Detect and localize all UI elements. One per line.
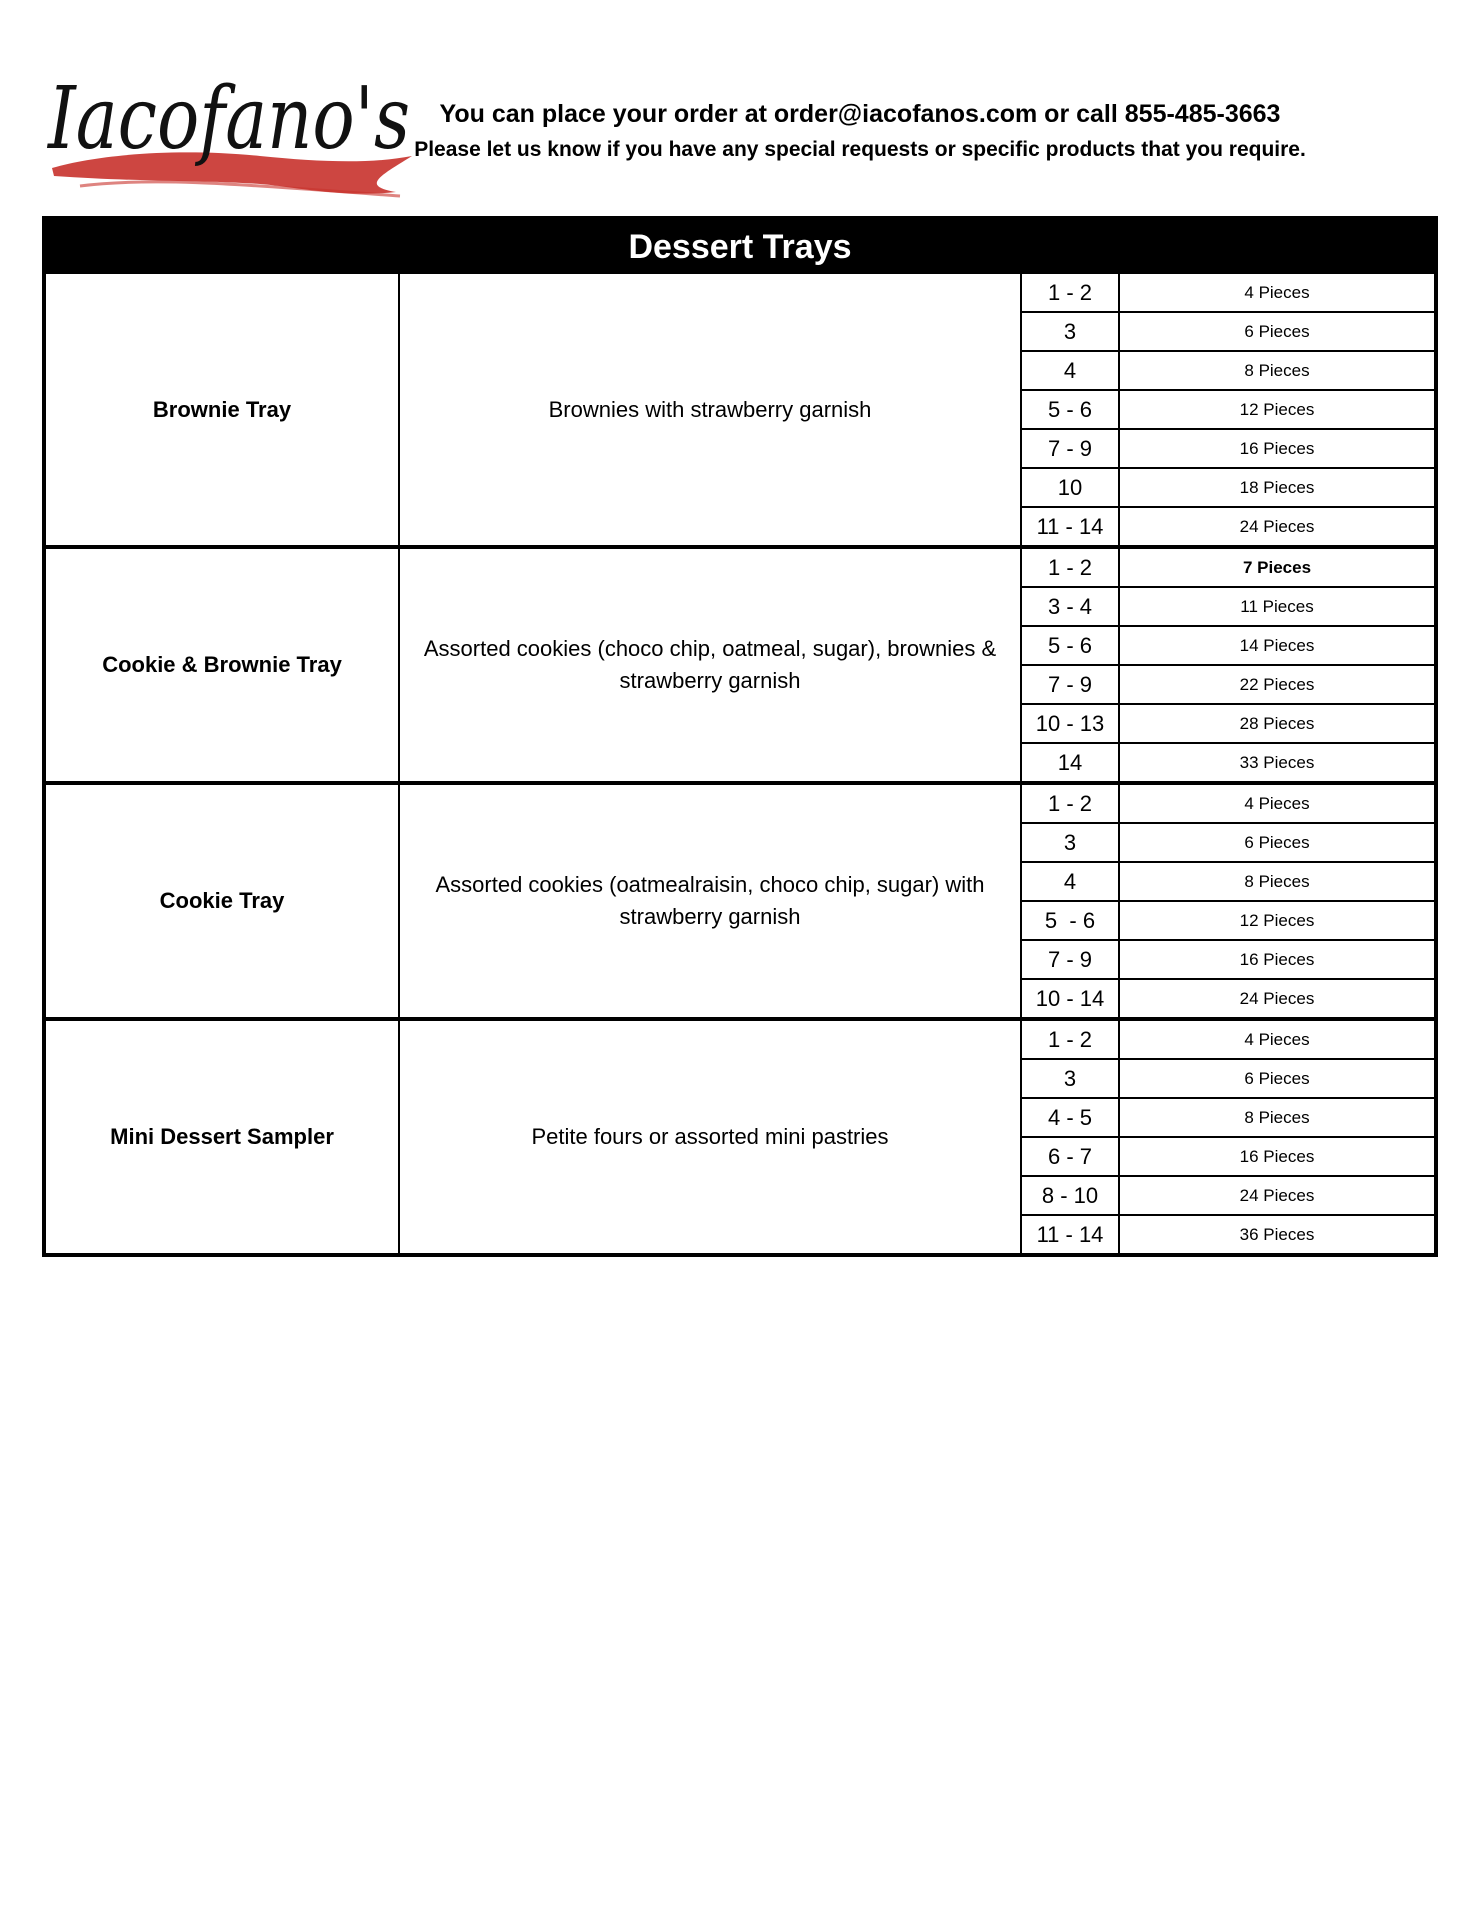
table-row — [1022, 742, 1434, 781]
table-row — [1022, 1175, 1434, 1214]
guest-count: 4 - 5 — [1022, 1099, 1120, 1136]
table-row — [1022, 1058, 1434, 1097]
contact-header — [410, 96, 1310, 168]
piece-count: 8 Pieces — [1244, 871, 1310, 891]
guest-count: 8 - 10 — [1022, 1177, 1120, 1214]
table-row — [1022, 506, 1434, 545]
piece-count: 16 Pieces — [1239, 949, 1315, 969]
guest-count: 7 - 9 — [1022, 430, 1120, 467]
guest-count: 3 — [1022, 313, 1120, 350]
guest-count: 10 — [1022, 469, 1120, 506]
piece-count: 18 Pieces — [1239, 477, 1315, 497]
size-options — [1022, 785, 1434, 1017]
guest-count: 5 - 6 — [1022, 627, 1120, 664]
piece-count: 4 Pieces — [1244, 282, 1310, 302]
table-row — [1022, 311, 1434, 350]
item-description — [400, 274, 1022, 545]
piece-count: 16 Pieces — [1239, 438, 1315, 458]
table-row — [1022, 900, 1434, 939]
item-name: Cookie Tray — [46, 785, 400, 1017]
table-row — [1022, 428, 1434, 467]
piece-count: 16 Pieces — [1239, 1146, 1315, 1166]
order-contact-line: You can place your order at order@iacofanos.com or call 855-485-3663 — [439, 100, 1281, 128]
guest-count: 4 — [1022, 863, 1120, 900]
piece-count: 24 Pieces — [1239, 988, 1315, 1008]
item-description — [400, 549, 1022, 781]
table-row — [1022, 939, 1434, 978]
piece-count: 24 Pieces — [1239, 1185, 1315, 1205]
size-options — [1022, 274, 1434, 545]
piece-count: 6 Pieces — [1244, 1068, 1310, 1088]
piece-count: 12 Pieces — [1239, 399, 1315, 419]
menu-section — [46, 545, 1434, 781]
size-options — [1022, 549, 1434, 781]
piece-count: 24 Pieces — [1239, 516, 1315, 536]
guest-count: 10 - 14 — [1022, 980, 1120, 1017]
guest-count: 11 - 14 — [1022, 508, 1120, 545]
size-options — [1022, 1021, 1434, 1253]
table-row — [1022, 978, 1434, 1017]
piece-count: 7 Pieces — [1242, 557, 1312, 577]
item-description — [400, 785, 1022, 1017]
piece-count: 36 Pieces — [1239, 1224, 1315, 1244]
special-requests-line: Please let us know if you have any special requests or specific products that you require. — [414, 138, 1306, 161]
piece-count: 4 Pieces — [1244, 793, 1310, 813]
piece-count: 28 Pieces — [1239, 713, 1315, 733]
table-row — [1022, 785, 1434, 822]
piece-count: 22 Pieces — [1239, 674, 1315, 694]
dessert-trays-table — [42, 216, 1438, 1257]
item-description-text: Brownies with strawberry garnish — [548, 396, 872, 422]
table-row — [1022, 625, 1434, 664]
table-row — [1022, 1021, 1434, 1058]
guest-count: 4 — [1022, 352, 1120, 389]
brand-logo — [40, 36, 420, 208]
guest-count: 14 — [1022, 744, 1120, 781]
guest-count: 3 — [1022, 824, 1120, 861]
table-row — [1022, 664, 1434, 703]
table-row — [1022, 389, 1434, 428]
guest-count: 11 - 14 — [1022, 1216, 1120, 1253]
svg-text:Iacofano's: Iacofano's — [46, 69, 411, 169]
item-description — [400, 1021, 1022, 1253]
guest-count: 3 - 4 — [1022, 588, 1120, 625]
menu-section — [46, 1017, 1434, 1253]
table-row — [1022, 1136, 1434, 1175]
table-row — [1022, 586, 1434, 625]
table-row — [1022, 549, 1434, 586]
piece-count: 8 Pieces — [1244, 1107, 1310, 1127]
table-row — [1022, 1214, 1434, 1253]
table-row — [1022, 274, 1434, 311]
table-title: Dessert Trays — [46, 220, 1434, 274]
table-row — [1022, 861, 1434, 900]
item-description-text: Assorted cookies (oatmealraisin, choco chip, sugar) with strawberry garnish — [435, 872, 985, 929]
guest-count: 1 - 2 — [1022, 785, 1120, 822]
item-description-text: Assorted cookies (choco chip, oatmeal, sugar), brownies & strawberry garnish — [423, 636, 997, 693]
item-description-text: Petite fours or assorted mini pastries — [531, 1124, 889, 1149]
piece-count: 33 Pieces — [1239, 752, 1315, 772]
guest-count: 3 — [1022, 1060, 1120, 1097]
piece-count: 11 Pieces — [1240, 596, 1314, 616]
guest-count: 5 - 6 — [1022, 902, 1120, 939]
piece-count: 14 Pieces — [1239, 635, 1315, 655]
guest-count: 1 - 2 — [1022, 1021, 1120, 1058]
piece-count: 6 Pieces — [1244, 321, 1310, 341]
table-row — [1022, 350, 1434, 389]
guest-count: 7 - 9 — [1022, 666, 1120, 703]
table-row — [1022, 1097, 1434, 1136]
item-name: Cookie & Brownie Tray — [46, 549, 400, 781]
table-row — [1022, 703, 1434, 742]
piece-count: 12 Pieces — [1239, 910, 1315, 930]
menu-section — [46, 274, 1434, 545]
piece-count: 4 Pieces — [1244, 1029, 1310, 1049]
piece-count: 8 Pieces — [1244, 360, 1310, 380]
piece-count: 6 Pieces — [1244, 832, 1310, 852]
table-row — [1022, 467, 1434, 506]
guest-count: 1 - 2 — [1022, 549, 1120, 586]
guest-count: 1 - 2 — [1022, 274, 1120, 311]
table-row — [1022, 822, 1434, 861]
item-name: Brownie Tray — [46, 274, 400, 545]
guest-count: 7 - 9 — [1022, 941, 1120, 978]
item-name: Mini Dessert Sampler — [46, 1021, 400, 1253]
guest-count: 10 - 13 — [1022, 705, 1120, 742]
menu-section — [46, 781, 1434, 1017]
guest-count: 5 - 6 — [1022, 391, 1120, 428]
guest-count: 6 - 7 — [1022, 1138, 1120, 1175]
